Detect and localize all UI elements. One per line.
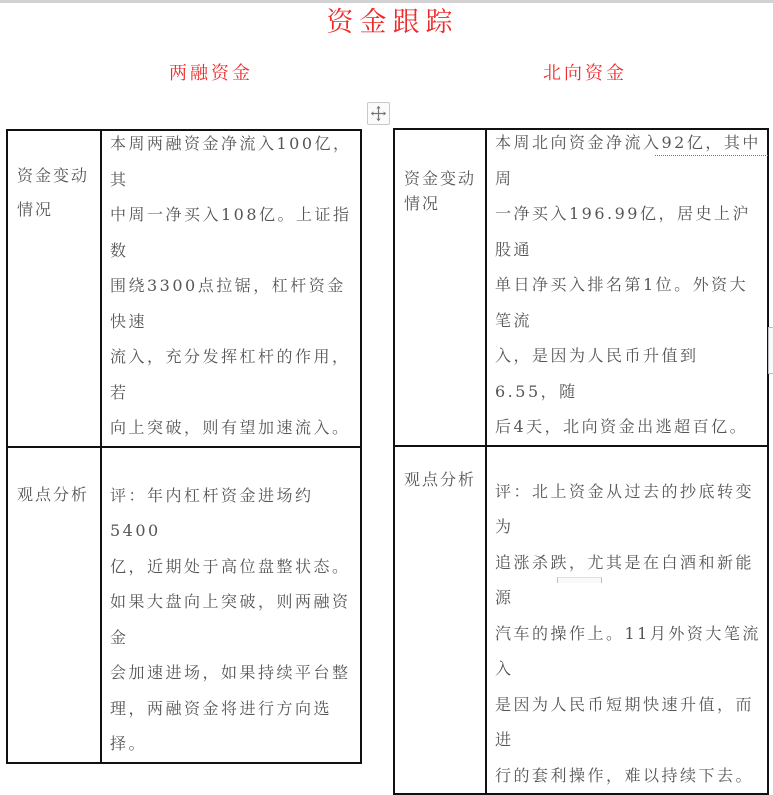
text-line: 单日净买入排名第1位。外资大笔流 — [495, 275, 749, 330]
grammar-check-underline — [655, 155, 768, 156]
text-line: 入，是因为人民币升值到6.55，随 — [495, 346, 699, 401]
row-label: 资金变动 — [17, 166, 90, 185]
row-label-cell[interactable] — [7, 447, 101, 763]
row-label: 情况 — [404, 194, 441, 213]
text-line: 理，两融资金将进行方向选择。 — [110, 698, 333, 753]
text-line: 后4天，北向资金出逃超百亿。 — [495, 417, 749, 436]
text-line: 流入，充分发挥杠杆的作用，若 — [110, 347, 351, 402]
text-line: 评：年内杠杆资金进场约5400 — [110, 485, 314, 540]
margin-financing-table — [6, 129, 362, 764]
text-line: 行的套利操作，难以持续下去。 — [495, 765, 755, 785]
text-line: 本周北向资金净流入92亿，其中周 — [495, 133, 761, 188]
window-top-strip — [0, 0, 773, 3]
text-line: 评：北上资金从过去的抄底转变为 — [495, 481, 755, 536]
table-row — [394, 446, 768, 795]
row-label: 观点分析 — [17, 484, 90, 504]
row-label: 资金变动 — [404, 169, 477, 188]
row-content-cell[interactable] — [486, 446, 768, 795]
move-arrows-icon — [370, 105, 387, 122]
text-line: 本周两融资金净流入100亿，其 — [110, 134, 352, 189]
text-line: 一净买入196.99亿，居史上沪股通 — [495, 204, 751, 259]
northbound-table — [393, 128, 769, 795]
table-move-handle[interactable] — [367, 102, 390, 125]
text-line: 亿，近期处于高位盘整状态。 — [110, 556, 351, 576]
side-panel-edge — [768, 327, 773, 374]
text-line: 会加速进场，如果持续平台整 — [110, 663, 351, 682]
table-row — [7, 130, 361, 447]
text-line: 汽车的操作上。11月外资大笔流入 — [495, 623, 761, 678]
text-line: 追涨杀跌，尤其是在白酒和新能源 — [495, 552, 755, 607]
table-row — [394, 129, 768, 446]
row-label-cell[interactable] — [394, 129, 486, 446]
row-content-cell[interactable] — [486, 129, 768, 446]
row-label-cell[interactable] — [7, 130, 101, 447]
row-content-cell[interactable] — [101, 447, 361, 763]
text-line: 向上突破，则有望加速流入。 — [110, 418, 351, 437]
document-title: 资金跟踪 — [326, 7, 459, 38]
section-heading-margin-financing: 两融资金 — [169, 63, 253, 84]
text-line: 是因为人民币短期快速升值，而进 — [495, 694, 755, 749]
row-label-cell[interactable] — [394, 446, 486, 795]
row-content-cell[interactable] — [101, 130, 361, 447]
row-label: 观点分析 — [404, 469, 477, 489]
bottom-tab-edge — [557, 577, 602, 583]
row-label: 情况 — [17, 200, 54, 219]
text-line: 如果大盘向上突破，则两融资金 — [110, 592, 351, 647]
text-line: 中周一净买入108亿。上证指数 — [110, 205, 352, 260]
section-heading-northbound: 北向资金 — [543, 63, 627, 84]
text-line: 围绕3300点拉锯，杠杆资金快速 — [110, 276, 346, 331]
table-row — [7, 447, 361, 763]
